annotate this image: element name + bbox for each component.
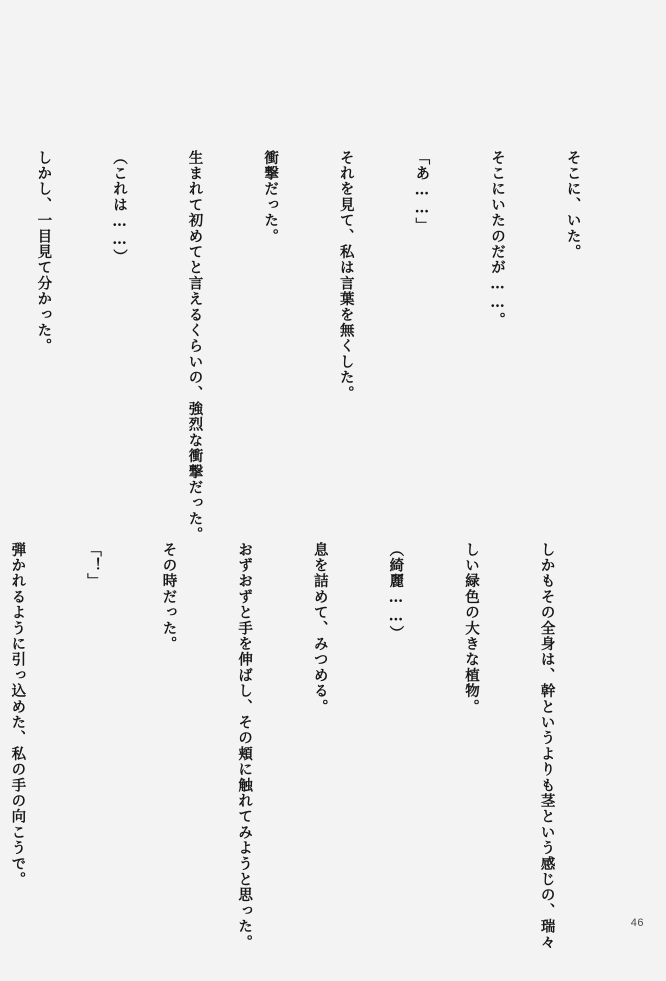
text-block-bottom [0,542,610,951]
text-line: 息を詰めて、みつめる。 [311,542,329,715]
text-line: しい緑色の大きな植物。 [462,542,480,715]
text-line: （これは……） [110,150,128,265]
text-line: 衝撃だった。 [262,150,280,245]
text-line: しかし、一目見て分かった。 [35,150,53,355]
text-line: （綺麗……） [387,542,405,642]
text-line: 「あ……」 [413,150,431,234]
text-line: それを見て、私は言葉を無くした。 [337,150,355,402]
text-line: 生まれて初めてと言えるくらいの、強烈な衝撃だった。 [186,150,204,543]
text-block-top [0,150,636,542]
text-line: しかもその全身は、幹というよりも茎という感じの、瑞々 [538,542,556,951]
text-line: おずおずと手を伸ばし、その頬に触れてみようと思った。 [236,542,254,951]
page-number: 46 [630,917,644,929]
text-line: そこに、いた。 [564,150,582,260]
text-line: 弾かれるように引っ込めた、私の手の向こうで。 [9,542,27,888]
text-line: 「！」 [84,542,102,590]
text-line: そこにいたのだが……。 [488,150,506,328]
text-line: その時だった。 [160,542,178,652]
